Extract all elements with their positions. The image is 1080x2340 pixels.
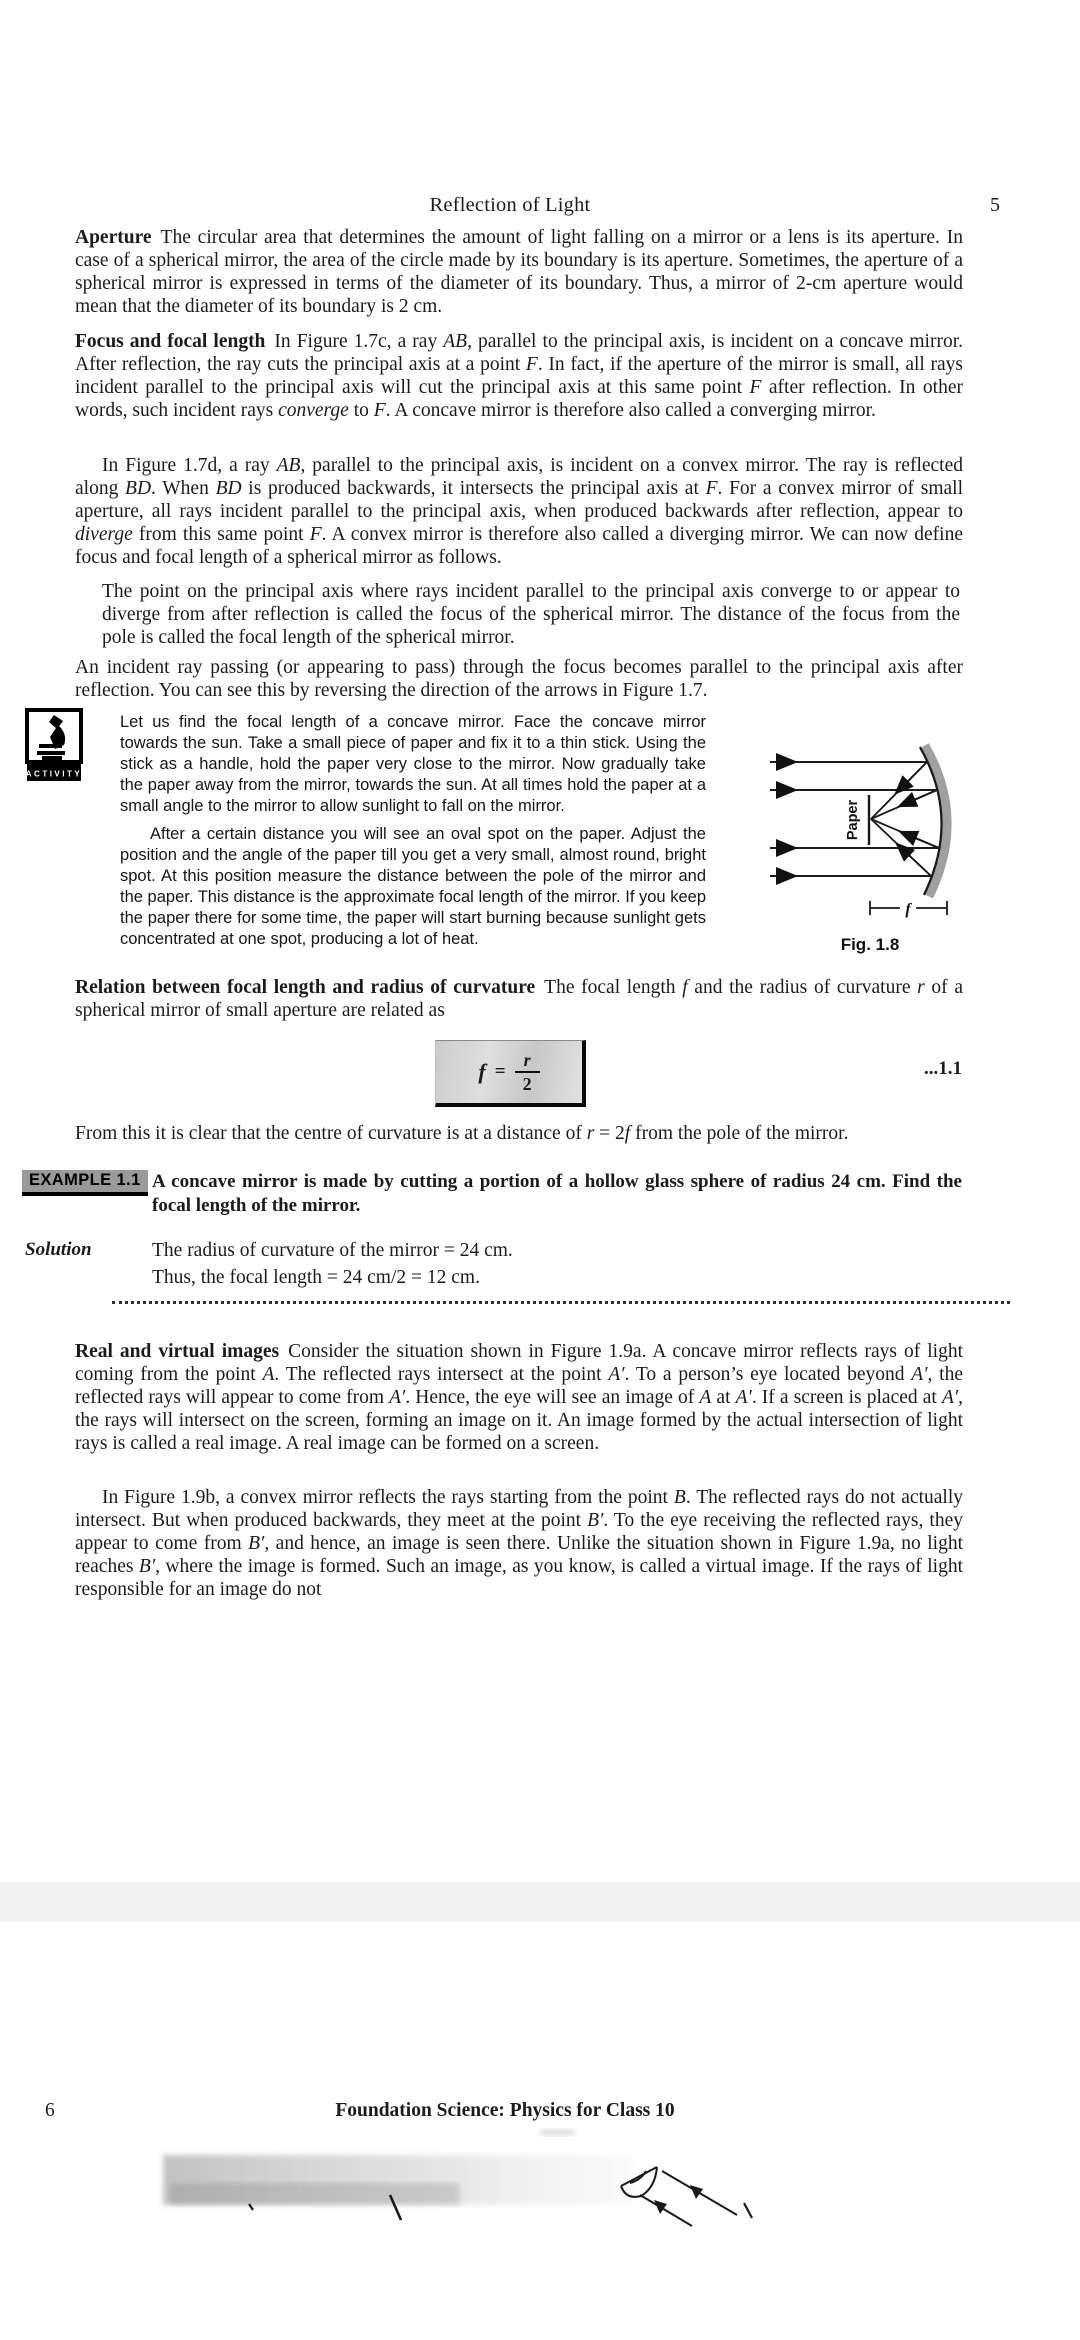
paragraph-relation xyxy=(75,976,963,1022)
figure-1-8 xyxy=(740,722,1012,965)
relation-body: The focal length f and the radius of curvature r of a spherical mirror of small aperture are related as xyxy=(75,977,963,1021)
equation-fraction xyxy=(515,1051,540,1093)
page5-number: 5 xyxy=(990,194,1000,216)
example-1-1-text: A concave mirror is made by cutting a portion of a hollow glass sphere of radius 24 cm. Find the focal length of the mirror. xyxy=(152,1171,962,1216)
page5-running-title: Reflection of Light xyxy=(429,194,591,216)
paragraph-convex-mirror: In Figure 1.7d, a ray AB, parallel to the principal axis, is incident on a convex mirror. The ray is reflected along BD. When BD is produced backwards, it intersects the principal axis at F. For a convex mirror of small aperture, all rays incident parallel to the principal axis, when produced backwards after reflection, appear to diverge from this same point F. A convex mirror is therefore also called a diverging mirror. We can now define focus and focal length of a spherical mirror as follows. xyxy=(75,455,963,568)
paragraph-aperture xyxy=(75,226,963,318)
paragraph-centre-of-curvature: From this it is clear that the centre of curvature is at a distance of r = 2f from the pole of the mirror. xyxy=(75,1123,849,1144)
paragraph-real-images xyxy=(75,1340,963,1455)
paragraph-focus-and-focal-length xyxy=(75,330,963,422)
solution-label: Solution xyxy=(25,1239,92,1260)
example-1-1-label: EXAMPLE 1.1 xyxy=(22,1170,148,1196)
real-images-body: Consider the situation shown in Figure 1.9a. A concave mirror reflects rays of light coming from the point A. The reflected rays intersect at the point A′. To a person’s eye located beyond A′, the reflected rays will appear to come from A′. Hence, the eye will see an image of A at A′. If a screen is placed at A′, the rays will intersect on the screen, forming an image on it. An image formed by the actual intersection of light rays is called a real image. A real image can be formed on a screen. xyxy=(75,1341,964,1454)
aperture-heading: Aperture xyxy=(75,227,152,248)
relation-heading: Relation between focal length and radius of curvature xyxy=(75,977,536,998)
f-label: f xyxy=(905,901,911,918)
activity-paragraph-2: After a certain distance you will see an oval spot on the paper. Adjust the position and the angle of the paper till you get a very small, almost round, bright spot. At this position measure the distance between the pole of the mirror and the paper. This distance is the approximate focal length of the mirror. If you keep the paper there for some time, the paper will start burning because sunlight gets concentrated at one spot, producing a lot of heat. xyxy=(120,825,706,948)
solution-line-2: Thus, the focal length = 24 cm/2 = 12 cm. xyxy=(152,1267,480,1288)
eye-and-rays-sketch xyxy=(0,2125,1080,2233)
real-images-heading: Real and virtual images xyxy=(75,1341,280,1362)
page6-number: 6 xyxy=(45,2100,55,2121)
concave-mirror-diagram xyxy=(740,722,1012,960)
page6-running-title: Foundation Science: Physics for Class 10 xyxy=(335,2100,675,2121)
solution-lines xyxy=(152,1237,852,1291)
activity-label: ACTIVITY xyxy=(25,769,83,779)
equation-number: ...1.1 xyxy=(924,1058,962,1079)
activity-paragraph-1: Let us find the focal length of a concave mirror. Face the concave mirror towards the sun. Take a small piece of paper and fix it to a thin stick. Using the stick as a handle, hold the paper very close to the mirror. Now gradually take the paper away from the mirror, towards the sun. At all times hold the paper at a small angle to the mirror to allow sunlight to fall on the mirror. xyxy=(120,713,706,815)
page-gap xyxy=(0,1882,1080,1922)
reflected-rays xyxy=(871,762,939,876)
equation-lhs: f xyxy=(478,1059,486,1084)
dotted-divider xyxy=(112,1301,1010,1304)
solution-line-1: The radius of curvature of the mirror = 24 cm. xyxy=(152,1240,513,1261)
focus-body: In Figure 1.7c, a ray AB, parallel to the principal axis, is incident on a concave mirror. After reflection, the ray cuts the principal axis at a point F. In fact, if the aperture of the mirror is small, all rays incident parallel to the principal axis will cut the principal axis at this same point F after reflection. In other words, such incident rays converge to F. A concave mirror is therefore also called a converging mirror. xyxy=(75,331,963,421)
paper-label: Paper xyxy=(845,799,861,841)
navigation-bar xyxy=(0,2220,1080,2340)
focus-heading: Focus and focal length xyxy=(75,331,266,352)
equation-numerator: r xyxy=(515,1051,540,1073)
paragraph-incident-ray: An incident ray passing (or appearing to pass) through the focus becomes parallel to the principal axis after reflection. You can see this by reversing the direction of the arrows in Figure 1.7. xyxy=(75,657,963,701)
equation-box xyxy=(435,1040,586,1107)
activity-box xyxy=(25,708,83,789)
figure-caption: Fig. 1.8 xyxy=(840,935,900,954)
equation-denominator: 2 xyxy=(522,1074,532,1094)
equation-equals: = xyxy=(494,1061,506,1082)
aperture-body: The circular area that determines the amount of light falling on a mirror or a lens is its aperture. In case of a spherical mirror, the area of the circle made by its boundary is its aperture. Sometimes, the aperture of a spherical mirror is expressed in terms of the diameter of its boundary. Thus, a mirror of 2-cm aperture would mean that the diameter of its boundary is 2 cm. xyxy=(75,227,963,317)
microscope-icon xyxy=(25,708,83,784)
paragraph-virtual-images: In Figure 1.9b, a convex mirror reflects the rays starting from the point B. The reflected rays do not actually intersect. But when produced backwards, they meet at the point B′. To the eye receiving the reflected rays, they appear to come from B′, and hence, an image is seen there. Unlike the situation shown in Figure 1.9a, no light reaches B′, where the image is formed. Such an image, as you know, is called a virtual image. If the rays of light responsible for an image do not xyxy=(75,1487,963,1600)
paragraph-focus-definition: The point on the principal axis where rays incident parallel to the principal axis converge to or appear to diverge from after reflection is called the focus of the spherical mirror. The distance of the focus from the pole is called the focal length of the spherical mirror. xyxy=(102,581,960,648)
